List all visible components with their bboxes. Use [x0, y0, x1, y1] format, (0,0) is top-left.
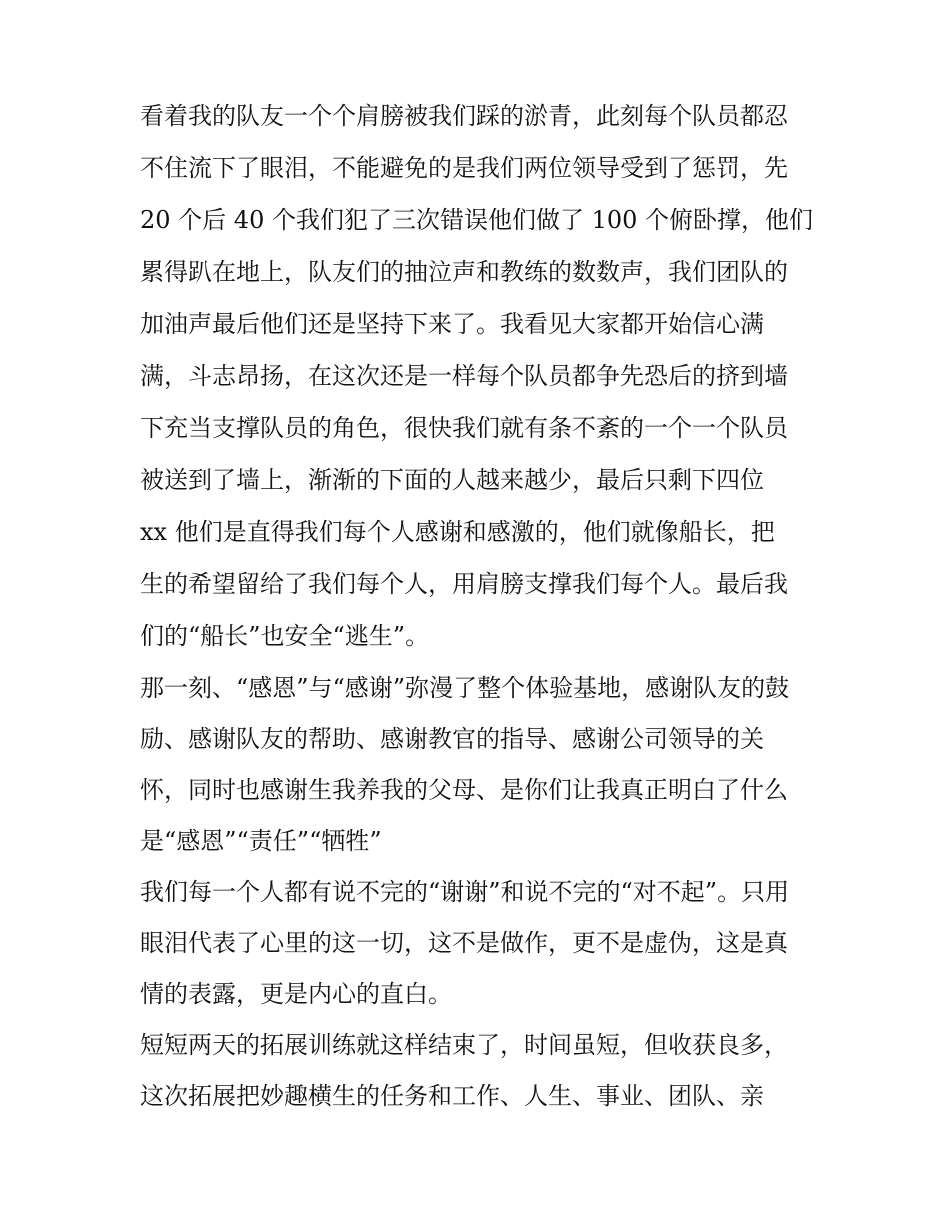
body-text [140, 104, 820, 1108]
text-line: 短短两天的拓展训练就这样结束了，时间虽短，但收获良多， [140, 1031, 788, 1059]
text-line: 满，斗志昂扬，在这次还是一样每个队员都争先恐后的挤到墙 [140, 362, 788, 390]
text-line: 累得趴在地上，队友们的抽泣声和教练的数数声，我们团队的 [140, 258, 788, 286]
text-line: 不住流下了眼泪，不能避免的是我们两位领导受到了惩罚，先 [140, 154, 788, 182]
text-line: 那一刻、“感恩”与“感谢”弥漫了整个体验基地，感谢队友的鼓 [140, 674, 790, 702]
text-line: 加油声最后他们还是坚持下来了。我看见大家都开始信心满 [140, 310, 764, 338]
text-line: 生的希望留给了我们每个人，用肩膀支撑我们每个人。最后我 [140, 570, 788, 598]
text-line: 励、感谢队友的帮助、感谢教官的指导、感谢公司领导的关 [140, 725, 764, 753]
text-line: 下充当支撑队员的角色，很快我们就有条不紊的一个一个队员 [140, 414, 788, 442]
text-line: xx 他们是直得我们每个人感谢和感激的，他们就像船长，把 [140, 518, 775, 546]
text-line: 怀，同时也感谢生我养我的父母、是你们让我真正明白了什么 [140, 776, 788, 804]
text-line: 这次拓展把妙趣横生的任务和工作、人生、事业、团队、亲 [140, 1082, 764, 1110]
text-line: 被送到了墙上，渐渐的下面的人越来越少，最后只剩下四位 [140, 466, 764, 494]
text-line: 20 个后 40 个我们犯了三次错误他们做了 100 个俯卧撑，他们 [140, 206, 814, 234]
text-line: 看着我的队友一个个肩膀被我们踩的淤青，此刻每个队员都忍 [140, 102, 788, 130]
text-line: 我们每一个人都有说不完的“谢谢”和说不完的“对不起”。只用 [140, 878, 790, 906]
text-line: 情的表露，更是内心的直白。 [140, 980, 452, 1008]
text-line: 们的“船长”也安全“逃生”。 [140, 622, 430, 650]
text-line: 眼泪代表了心里的这一切，这不是做作，更不是虚伪，这是真 [140, 929, 788, 957]
text-line: 是“感恩”“责任”“牺牲” [140, 827, 382, 855]
